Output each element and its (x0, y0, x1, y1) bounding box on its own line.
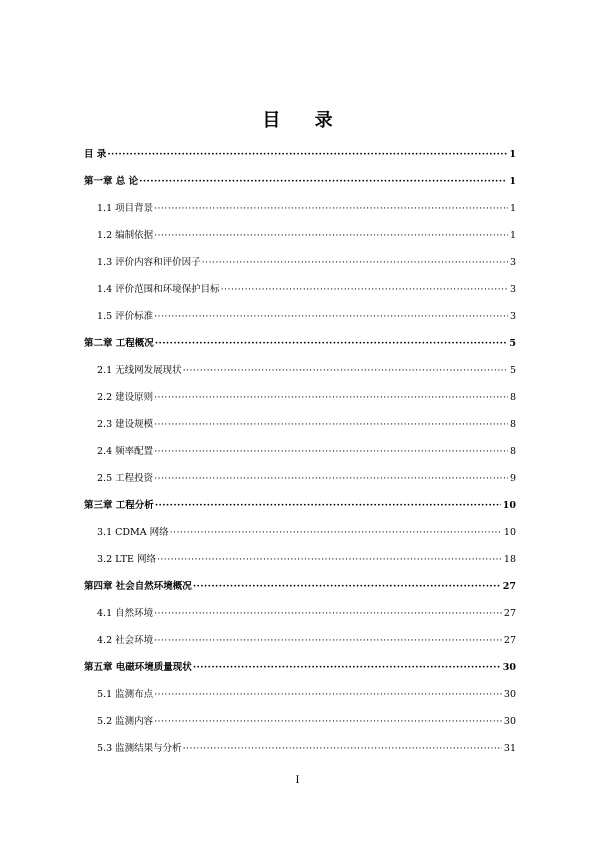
toc-entry[interactable] (84, 708, 516, 735)
toc-entry[interactable] (84, 627, 516, 654)
toc-dot-leader (154, 195, 508, 222)
toc-entry[interactable] (84, 303, 516, 330)
toc-entry-label: 5.1 监测布点 (97, 689, 154, 700)
toc-dot-leader (154, 627, 502, 654)
toc-entry[interactable] (84, 735, 516, 762)
toc-entry-label: 2.4 频率配置 (97, 446, 154, 457)
toc-dot-leader (157, 546, 502, 573)
toc-entry-label: 3.2 LTE 网络 (97, 554, 156, 565)
toc-dot-leader (183, 735, 502, 762)
toc-dot-leader (183, 357, 508, 384)
table-of-contents (84, 141, 516, 762)
toc-entry[interactable] (84, 168, 516, 195)
toc-dot-leader (170, 519, 502, 546)
toc-entry[interactable] (84, 249, 516, 276)
page-title: 目 录 (262, 110, 347, 131)
toc-dot-leader (154, 681, 502, 708)
toc-entry[interactable] (84, 654, 516, 681)
toc-entry-page: 27 (503, 608, 516, 619)
toc-dot-leader (154, 384, 508, 411)
toc-dot-leader (154, 303, 508, 330)
toc-entry-label: 1.1 项目背景 (97, 203, 154, 214)
toc-entry-label: 1.3 评价内容和评价因子 (97, 257, 201, 268)
toc-entry[interactable] (84, 384, 516, 411)
toc-entry[interactable] (84, 465, 516, 492)
toc-dot-leader (154, 222, 508, 249)
toc-entry-page: 5 (509, 338, 516, 349)
toc-dot-leader (221, 276, 508, 303)
toc-entry-page: 1 (509, 149, 516, 160)
toc-entry-label: 1.2 编制依据 (97, 230, 154, 241)
toc-entry-label: 3.1 CDMA 网络 (97, 527, 169, 538)
toc-entry-label: 目 录 (84, 149, 107, 160)
toc-entry-page: 5 (509, 365, 516, 376)
toc-dot-leader (154, 708, 502, 735)
toc-entry-page: 27 (503, 635, 516, 646)
toc-entry-page: 30 (503, 716, 516, 727)
toc-entry-page: 30 (502, 662, 516, 673)
toc-entry-page: 10 (502, 500, 516, 511)
toc-entry[interactable] (84, 573, 516, 600)
toc-entry-label: 5.2 监测内容 (97, 716, 154, 727)
toc-entry-label: 第五章 电磁环境质量现状 (84, 662, 192, 673)
toc-entry[interactable] (84, 357, 516, 384)
toc-entry-page: 27 (502, 581, 516, 592)
toc-entry[interactable] (84, 141, 516, 168)
toc-entry-label: 2.1 无线网发展现状 (97, 365, 182, 376)
toc-entry-label: 第四章 社会自然环境概况 (84, 581, 192, 592)
toc-entry-page: 10 (503, 527, 516, 538)
toc-dot-leader (193, 573, 501, 600)
toc-dot-leader (202, 249, 508, 276)
toc-entry-page: 8 (509, 446, 516, 457)
toc-dot-leader (154, 465, 508, 492)
toc-dot-leader (154, 411, 508, 438)
toc-entry-page: 1 (509, 203, 516, 214)
toc-entry-page: 18 (503, 554, 516, 565)
toc-entry-label: 4.1 自然环境 (97, 608, 154, 619)
toc-entry[interactable] (84, 411, 516, 438)
toc-entry[interactable] (84, 438, 516, 465)
toc-entry[interactable] (84, 546, 516, 573)
toc-entry[interactable] (84, 681, 516, 708)
page-number: I (295, 775, 300, 786)
toc-entry-label: 第二章 工程概况 (84, 338, 154, 349)
toc-entry[interactable] (84, 600, 516, 627)
toc-entry[interactable] (84, 519, 516, 546)
toc-entry[interactable] (84, 492, 516, 519)
toc-entry-label: 4.2 社会环境 (97, 635, 154, 646)
toc-entry-label: 5.3 监测结果与分析 (97, 743, 182, 754)
toc-entry[interactable] (84, 222, 516, 249)
toc-dot-leader (107, 141, 507, 168)
toc-entry[interactable] (84, 330, 516, 357)
toc-dot-leader (155, 330, 508, 357)
toc-dot-leader (154, 438, 508, 465)
toc-entry[interactable] (84, 276, 516, 303)
toc-entry-label: 1.5 评价标准 (97, 311, 154, 322)
toc-dot-leader (139, 168, 507, 195)
toc-entry-label: 1.4 评价范围和环境保护目标 (97, 284, 220, 295)
toc-entry-page: 30 (503, 689, 516, 700)
toc-dot-leader (155, 492, 501, 519)
toc-entry-page: 9 (509, 473, 516, 484)
toc-entry-page: 1 (509, 230, 516, 241)
toc-entry-label: 2.2 建设原则 (97, 392, 154, 403)
toc-entry-page: 1 (509, 176, 516, 187)
toc-entry[interactable] (84, 195, 516, 222)
toc-entry-page: 31 (503, 743, 516, 754)
toc-entry-page: 3 (509, 257, 516, 268)
toc-entry-page: 3 (509, 311, 516, 322)
toc-entry-label: 2.3 建设规模 (97, 419, 154, 430)
toc-entry-label: 第一章 总 论 (84, 176, 139, 187)
toc-entry-label: 2.5 工程投资 (97, 473, 154, 484)
toc-entry-label: 第三章 工程分析 (84, 500, 154, 511)
toc-dot-leader (193, 654, 501, 681)
toc-entry-page: 3 (509, 284, 516, 295)
toc-entry-page: 8 (509, 392, 516, 403)
toc-dot-leader (154, 600, 502, 627)
toc-entry-page: 8 (509, 419, 516, 430)
